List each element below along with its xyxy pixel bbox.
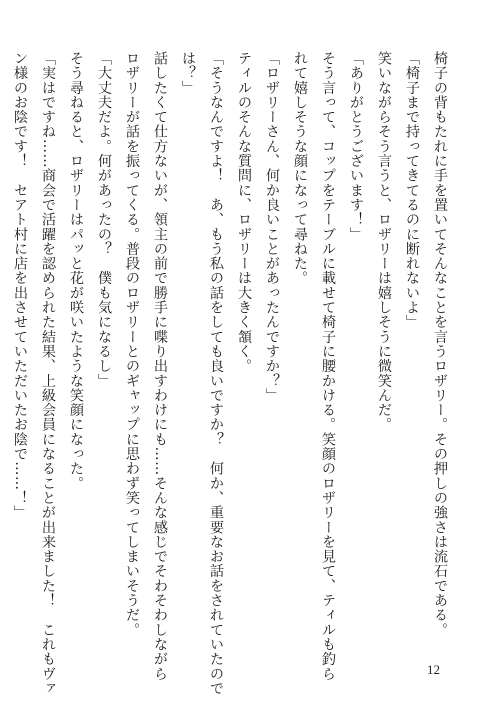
text-line: そう言って、コップをテーブルに載せて椅子に腰かける。笑顔のロザリーを見て、ティルも釣ら <box>320 51 336 681</box>
text-line: 「大丈夫だよ。何があったの？ 僕も気になるし」 <box>96 51 112 388</box>
text-line: 「ロザリーさん、何か良いことがあったんですか？」 <box>264 51 280 403</box>
text-line: 笑いながらそう言うと、ロザリーは嬉しそうに微笑んだ。 <box>376 51 392 432</box>
text-line: 「椅子まで持ってきてるのに断れないよ」 <box>404 51 420 330</box>
text-line: 話したくて仕方ないが、領主の前で勝手に喋り出すわけにも……そんな感じでそわそわしながら <box>152 51 168 681</box>
text-line <box>0 51 6 611</box>
text-line: れて嬉しそうな顔になって尋ねた。 <box>292 51 308 286</box>
text-line: は？」 <box>180 51 196 95</box>
page-number: 12 <box>427 662 440 677</box>
text-line: そう尋ねると、ロザリーはパッと花が咲いたような笑顔になった。 <box>68 51 84 491</box>
text-line: 「ありがとうございます！」 <box>348 51 364 242</box>
text-line: 椅子の背もたれに手を置いてそんなことを言うロザリー。その押しの強さは流石である。 <box>432 51 448 637</box>
text-line: ティルのそんな質問に、ロザリーは大きく頷く。 <box>236 51 252 374</box>
text-line: ロザリーが話を振ってくる。普段のロザリーとのギャップに思わず笑ってしまいそうだ。 <box>124 51 140 637</box>
text-line: ン様のお陰です！ セアト村に店を出させていただいたお陰で……！」 <box>12 51 28 520</box>
text-line: 「そうなんですよ！ あ、もう私の話をしても良いですか？ 何か、重要なお話をされていたので <box>208 51 224 696</box>
text-line: 「実はですね……商会で活躍を認められた結果、上級会員になることが出来ました！ これもヴァ <box>40 51 56 696</box>
